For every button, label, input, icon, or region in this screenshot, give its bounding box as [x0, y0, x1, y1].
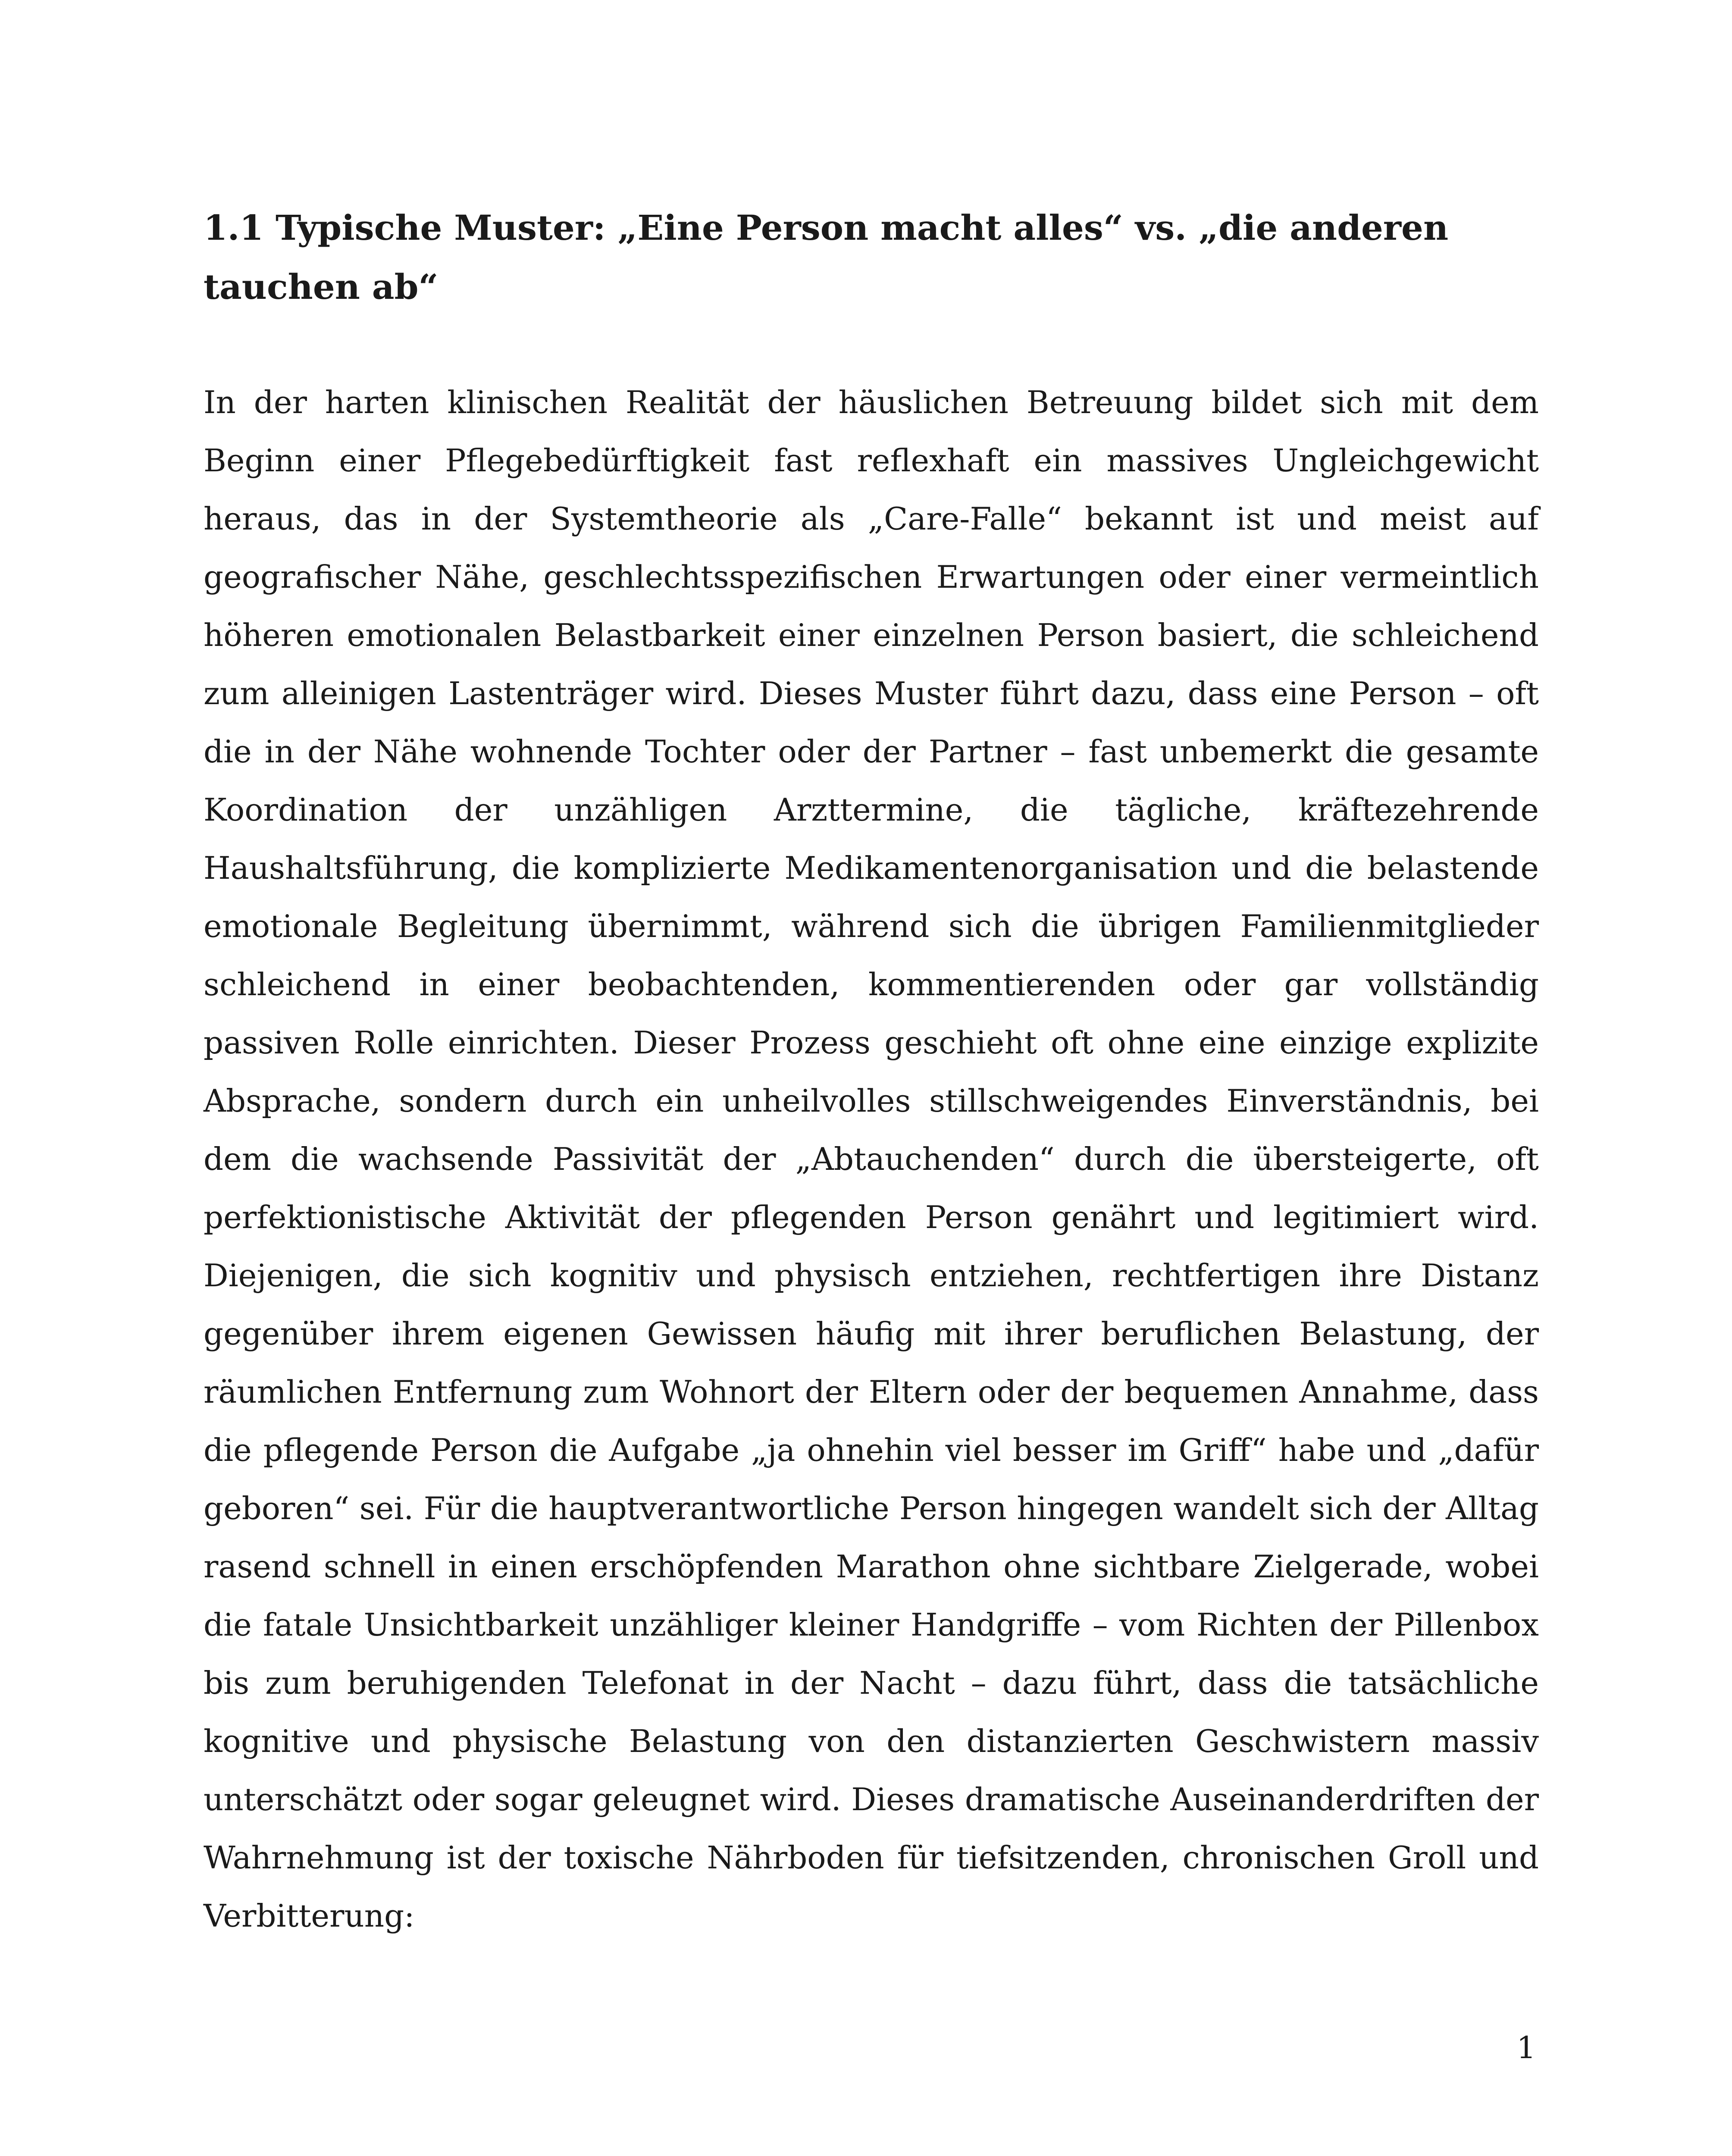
section-heading: 1.1 Typische Muster: „Eine Person macht alles“ vs. „die anderen tauchen ab“ — [204, 207, 1449, 307]
body-paragraph: In der harten klinischen Realität der häuslichen Betreuung bildet sich mit dem Beginn einer Pflegebedürftigkeit fast reflexhaft ein massives Ungleichgewicht heraus, das in der Systemtheorie als „Care-Falle“ bekannt ist und meist auf geografischer Nähe, geschlechtsspezifischen Erwartungen oder einer vermeintlich höheren emotionalen Belastbarkeit einer einzelnen Person basiert, die schleichend zum alleinigen Lastenträger wird. Dieses Muster führt dazu, dass eine Person – oft die in der Nähe wohnende Tochter oder der Partner – fast unbemerkt die gesamte Koordination der unzähligen Arzttermine, die tägliche, kräftezehrende Haushaltsführung, die komplizierte Medikamentenorganisation und die belastende emotionale Begleitung übernimmt, während sich die übrigen Familienmitglieder schleichend in einer beobachtenden, kommentierenden oder gar vollständig passiven Rolle einrichten. Dieser Prozess geschieht oft ohne eine einzige explizite Absprache, sondern durch ein unheilvolles stillschweigendes Einverständnis, bei dem die wachsende Passivität der „Abtauchenden“ durch die übersteigerte, oft perfektionistische Aktivität der pflegenden Person genährt und legitimiert wird. Diejenigen, die sich kognitiv und physisch entziehen, rechtfertigen ihre Distanz gegenüber ihrem eigenen Gewissen häufig mit ihrer beruflichen Belastung, der räumlichen Entfernung zum Wohnort der Eltern oder der bequemen Annahme, dass die pflegende Person die Aufgabe „ja ohnehin viel besser im Griff“ habe und „dafür geboren“ sei. Für die hauptverantwortliche Person hingegen wandelt sich der Alltag rasend schnell in einen erschöpfenden Marathon ohne sichtbare Zielgerade, wobei die fatale Unsichtbarkeit unzähliger kleiner Handgriffe – vom Richten der Pillenbox bis zum beruhigenden Telefonat in der Nacht – dazu führt, dass die tatsächliche kognitive und physische Belastung von den distanzierten Geschwistern massiv unterschätzt oder sogar geleugnet wird. Dieses dramatische Auseinanderdriften der Wahrnehmung ist der toxische Nährboden für tiefsitzenden, chronischen Groll und Verbitterung: — [204, 384, 1539, 1934]
page-content — [204, 198, 1539, 1945]
page-number: 1 — [1516, 2030, 1536, 2065]
